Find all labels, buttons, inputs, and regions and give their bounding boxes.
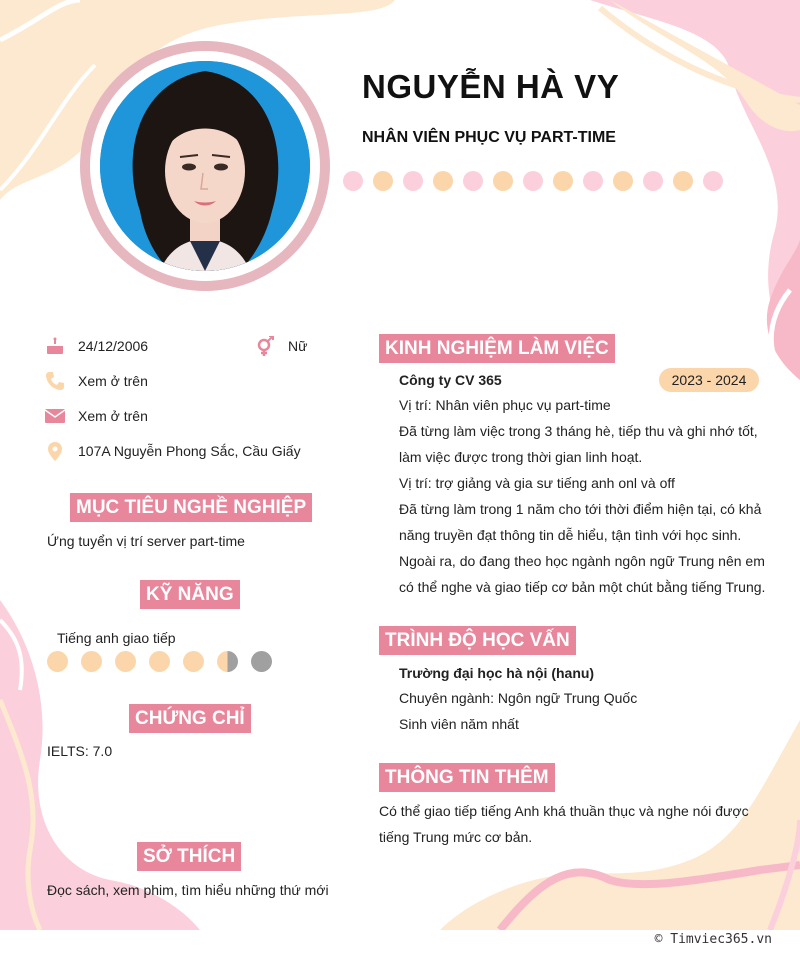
education-major: Chuyên ngành: Ngôn ngữ Trung Quốc bbox=[399, 690, 638, 706]
decorative-dot bbox=[673, 171, 693, 191]
decorative-dot bbox=[463, 171, 483, 191]
experience-period-badge: 2023 - 2024 bbox=[659, 368, 759, 392]
description-line: Vị trí: Nhân viên phục vụ part-time bbox=[399, 397, 611, 413]
location-pin-icon bbox=[44, 442, 66, 460]
cake-icon bbox=[44, 337, 66, 355]
decorative-dot bbox=[613, 171, 633, 191]
decorative-dot bbox=[373, 171, 393, 191]
description-line: Vị trí: trợ giảng và gia sư tiếng anh onl và off bbox=[399, 475, 675, 491]
decorative-dots bbox=[343, 171, 723, 191]
experience-heading: KINH NGHIỆM LÀM VIỆC bbox=[379, 334, 615, 363]
skill-level-dot bbox=[81, 651, 102, 672]
birthdate-row bbox=[44, 337, 148, 355]
description-line: năng truyền đạt thông tin dễ hiểu, tận tình với học sinh. bbox=[399, 527, 742, 543]
decorative-dot bbox=[553, 171, 573, 191]
decorative-dot bbox=[433, 171, 453, 191]
copyright-footer: © Timviec365.vn bbox=[654, 932, 772, 947]
skill-level-dot bbox=[183, 651, 204, 672]
decorative-dot bbox=[493, 171, 513, 191]
decorative-dot bbox=[703, 171, 723, 191]
skill-level-dot bbox=[217, 651, 238, 672]
decorative-dot bbox=[523, 171, 543, 191]
profile-photo bbox=[100, 61, 310, 271]
candidate-name: NGUYỄN HÀ VY bbox=[362, 68, 620, 105]
certificates-heading: CHỨNG CHỈ bbox=[129, 704, 251, 733]
objective-text: Ứng tuyển vị trí server part-time bbox=[47, 533, 245, 549]
skill-level-dot bbox=[115, 651, 136, 672]
birthdate-value: 24/12/2006 bbox=[78, 338, 149, 354]
education-heading: TRÌNH ĐỘ HỌC VẤN bbox=[379, 626, 576, 655]
education-year: Sinh viên năm nhất bbox=[399, 716, 519, 732]
skills-heading: KỸ NĂNG bbox=[140, 580, 240, 609]
certificates-text: IELTS: 7.0 bbox=[47, 743, 113, 759]
decorative-dot bbox=[643, 171, 663, 191]
phone-row bbox=[44, 372, 148, 390]
phone-value: Xem ở trên bbox=[78, 373, 148, 389]
envelope-icon bbox=[44, 407, 66, 425]
description-line: tiếng Trung mức cơ bản. bbox=[379, 829, 533, 845]
description-line: làm việc được trong thời gian linh hoạt. bbox=[399, 449, 643, 465]
description-line: có thể nghe và giao tiếp cơ bản một chút bằng tiếng Trung. bbox=[399, 579, 766, 595]
experience-company: Công ty CV 365 bbox=[399, 372, 502, 388]
skill-level-dot bbox=[251, 651, 272, 672]
additional-heading: THÔNG TIN THÊM bbox=[379, 763, 555, 792]
gender-value: Nữ bbox=[288, 338, 308, 354]
gender-row bbox=[254, 337, 307, 355]
skill-level-dot bbox=[149, 651, 170, 672]
hobbies-heading: SỞ THÍCH bbox=[137, 842, 241, 871]
skill-level-dot bbox=[47, 651, 68, 672]
skill-name: Tiếng anh giao tiếp bbox=[57, 630, 176, 646]
decorative-dot bbox=[583, 171, 603, 191]
decorative-dot bbox=[343, 171, 363, 191]
description-line: Đã từng làm trong 1 năm cho tới thời điểm hiện tại, có khả bbox=[399, 501, 762, 517]
education-school: Trường đại học hà nội (hanu) bbox=[399, 665, 595, 681]
email-row bbox=[44, 407, 148, 425]
decorative-dot bbox=[403, 171, 423, 191]
email-value: Xem ở trên bbox=[78, 408, 148, 424]
gender-icon bbox=[254, 337, 276, 355]
description-line: Đã từng làm việc trong 3 tháng hè, tiếp thu và ghi nhớ tốt, bbox=[399, 423, 758, 439]
objective-heading: MỤC TIÊU NGHỀ NGHIỆP bbox=[70, 493, 312, 522]
phone-icon bbox=[44, 372, 66, 390]
additional-description bbox=[379, 798, 769, 850]
address-value: 107A Nguyễn Phong Sắc, Cầu Giấy bbox=[78, 443, 301, 459]
description-line: Có thể giao tiếp tiếng Anh khá thuần thục và nghe nói được bbox=[379, 803, 749, 819]
job-title: NHÂN VIÊN PHỤC VỤ PART-TIME bbox=[362, 129, 616, 146]
address-row bbox=[44, 442, 301, 460]
experience-description bbox=[399, 392, 779, 600]
description-line: Ngoài ra, do đang theo học ngành ngôn ngữ Trung nên em bbox=[399, 553, 765, 569]
hobbies-text: Đọc sách, xem phim, tìm hiểu những thứ mới bbox=[47, 882, 329, 898]
skill-rating bbox=[47, 651, 272, 672]
